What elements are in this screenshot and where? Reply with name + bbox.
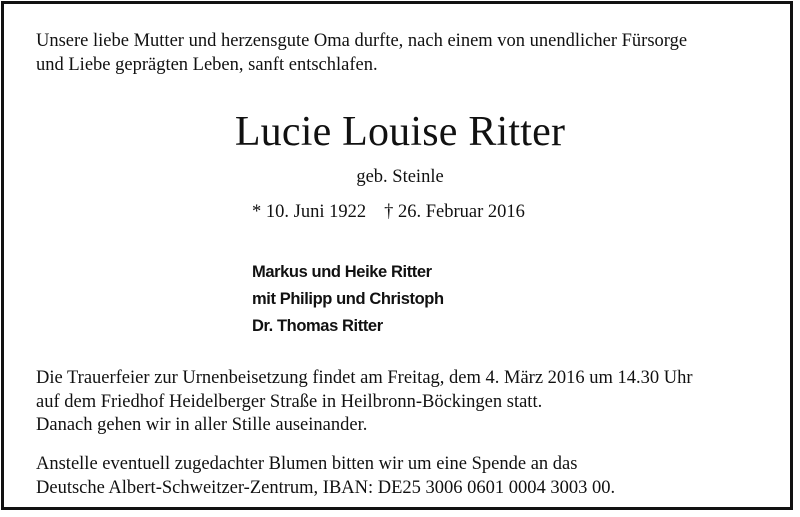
donation-line: Anstelle eventuell zugedachter Blumen bitten wir um eine Spende an das: [36, 454, 578, 474]
service-line: Die Trauerfeier zur Urnenbeisetzung findet am Freitag, dem 4. März 2016 um 14.30 Uhr: [36, 368, 693, 388]
donation-line: Deutsche Albert-Schweitzer-Zentrum, IBAN: DE25 3006 0601 0004 3003 00.: [36, 478, 616, 498]
intro-line: Unsere liebe Mutter und herzensgute Oma durfte, nach einem von unendlicher Fürsorge: [36, 31, 688, 51]
mourner-entry: Markus und Heike Ritter: [252, 263, 432, 281]
mourner-entry: Dr. Thomas Ritter: [252, 317, 383, 335]
service-line: auf dem Friedhof Heidelberger Straße in Heilbronn-Böckingen statt.: [36, 391, 543, 412]
intro-line: und Liebe geprägten Leben, sanft entschlafen.: [36, 55, 378, 75]
life-dates: [252, 200, 525, 224]
birth-date: * 10. Juni 1922: [252, 202, 367, 222]
maiden-name: geb. Steinle: [356, 167, 444, 187]
donation-text: [36, 452, 786, 500]
deceased-name: Lucie Louise Ritter: [234, 109, 566, 155]
mourners-list: [252, 259, 444, 340]
service-line: Danach gehen wir in aller Stille auseinander.: [36, 415, 368, 435]
mourner-entry: mit Philipp und Christoph: [252, 290, 444, 308]
intro-text: [36, 29, 776, 77]
death-date: † 26. Februar 2016: [384, 202, 525, 222]
funeral-service-text: [36, 367, 786, 438]
